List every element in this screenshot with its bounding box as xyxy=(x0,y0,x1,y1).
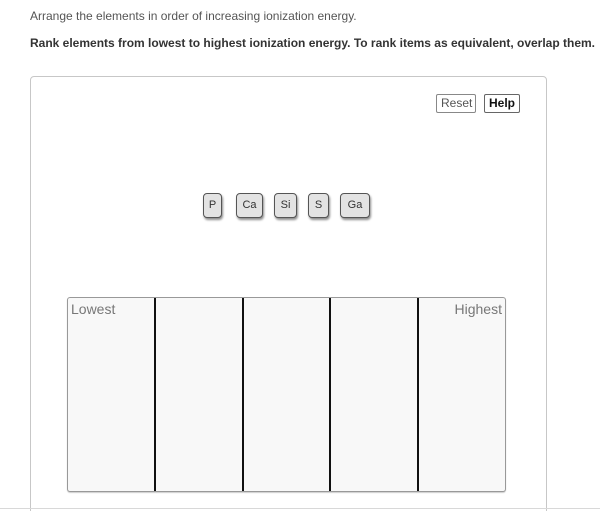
reset-button[interactable]: Reset xyxy=(436,94,476,113)
instruction-text: Arrange the elements in order of increasing ionization energy. xyxy=(30,9,357,23)
bottom-divider xyxy=(0,508,600,509)
lowest-label: Lowest xyxy=(71,301,116,317)
highest-label: Highest xyxy=(454,301,502,317)
rank-bin-1[interactable] xyxy=(68,298,156,491)
ranking-area xyxy=(67,297,506,492)
element-tile-s[interactable]: S xyxy=(308,193,329,218)
prompt-text: Rank elements from lowest to highest ionization energy. To rank items as equivalent, overlap them. xyxy=(30,36,596,50)
element-tile-ga[interactable]: Ga xyxy=(340,193,370,218)
rank-bin-4[interactable] xyxy=(331,298,419,491)
rank-bin-3[interactable] xyxy=(244,298,332,491)
help-button[interactable]: Help xyxy=(484,94,520,113)
element-tile-si[interactable]: Si xyxy=(274,193,297,218)
rank-bin-5[interactable] xyxy=(419,298,505,491)
element-tile-p[interactable]: P xyxy=(203,193,222,218)
element-tile-ca[interactable]: Ca xyxy=(236,193,263,218)
rank-bin-2[interactable] xyxy=(156,298,244,491)
